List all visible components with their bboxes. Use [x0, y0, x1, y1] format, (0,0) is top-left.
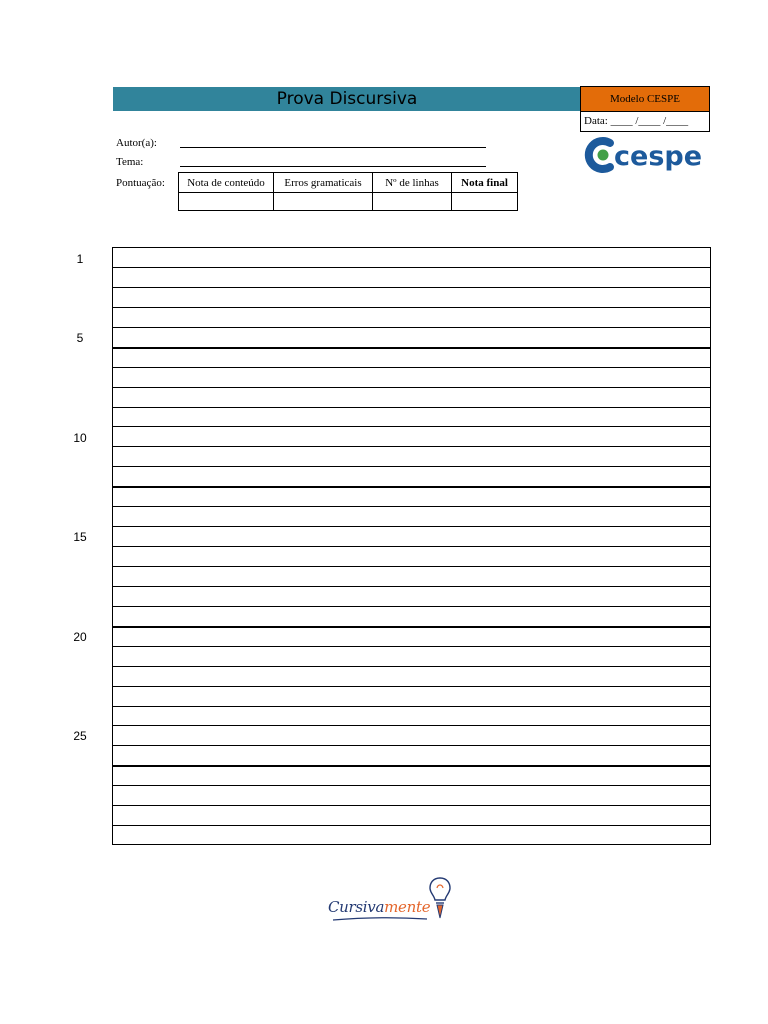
writing-line[interactable] — [113, 387, 710, 388]
cespe-logo — [580, 136, 710, 174]
writing-line[interactable] — [113, 407, 710, 408]
writing-line[interactable] — [113, 426, 710, 427]
writing-line[interactable] — [113, 666, 710, 667]
writing-line[interactable] — [113, 805, 710, 806]
cespe-wordmark: cespe — [614, 141, 703, 172]
footer-brand-part2: mente — [384, 898, 431, 916]
writing-line[interactable] — [113, 367, 710, 368]
footer-underline — [332, 916, 428, 922]
writing-line[interactable] — [113, 526, 710, 527]
writing-line[interactable] — [113, 686, 710, 687]
footer-brand-part1: Cursiva — [328, 898, 385, 916]
writing-line[interactable] — [113, 307, 710, 308]
writing-line[interactable] — [113, 626, 710, 628]
score-header-final: Nota final — [452, 173, 518, 193]
line-number: 5 — [76, 331, 84, 345]
line-number: 20 — [73, 630, 87, 644]
writing-line[interactable] — [113, 267, 710, 268]
title-bar — [113, 87, 581, 111]
author-field[interactable] — [180, 147, 486, 148]
writing-line[interactable] — [113, 586, 710, 587]
footer-brand — [328, 898, 430, 916]
writing-line[interactable] — [113, 546, 710, 547]
theme-field[interactable] — [180, 166, 486, 167]
score-table-header-row — [179, 173, 518, 193]
date-field[interactable]: Data: ____ /____ /____ — [584, 115, 689, 127]
model-box — [580, 86, 710, 132]
writing-line[interactable] — [113, 466, 710, 467]
score-value-lines[interactable] — [373, 193, 452, 211]
score-value-content[interactable] — [179, 193, 274, 211]
footer-logo — [328, 874, 454, 924]
writing-line[interactable] — [113, 725, 710, 726]
score-label: Pontuação: — [116, 177, 165, 189]
writing-line[interactable] — [113, 785, 710, 786]
score-header-errors: Erros gramaticais — [274, 173, 373, 193]
line-number: 15 — [73, 530, 87, 544]
writing-line[interactable] — [113, 745, 710, 746]
writing-line[interactable] — [113, 566, 710, 567]
author-label: Autor(a): — [116, 137, 157, 149]
writing-line[interactable] — [113, 606, 710, 607]
score-value-errors[interactable] — [274, 193, 373, 211]
writing-line[interactable] — [113, 646, 710, 647]
score-header-lines: Nº de linhas — [373, 173, 452, 193]
writing-line[interactable] — [113, 446, 710, 447]
line-number: 25 — [73, 729, 87, 743]
cespe-logo-icon — [580, 136, 710, 174]
page-title: Prova Discursiva — [276, 89, 418, 109]
score-value-final[interactable] — [452, 193, 518, 211]
score-header-content: Nota de conteúdo — [179, 173, 274, 193]
theme-label: Tema: — [116, 156, 144, 168]
writing-line[interactable] — [113, 347, 710, 349]
model-label: Modelo CESPE — [581, 87, 709, 112]
lightbulb-pencil-icon — [428, 876, 452, 920]
score-table — [178, 172, 518, 211]
writing-line[interactable] — [113, 287, 710, 288]
writing-area[interactable] — [112, 247, 711, 845]
line-number: 10 — [73, 431, 87, 445]
score-table-value-row — [179, 193, 518, 211]
writing-line[interactable] — [113, 327, 710, 328]
writing-line[interactable] — [113, 765, 710, 767]
writing-line[interactable] — [113, 506, 710, 507]
writing-line[interactable] — [113, 486, 710, 488]
writing-line[interactable] — [113, 706, 710, 707]
line-number: 1 — [76, 252, 84, 266]
writing-line[interactable] — [113, 825, 710, 826]
